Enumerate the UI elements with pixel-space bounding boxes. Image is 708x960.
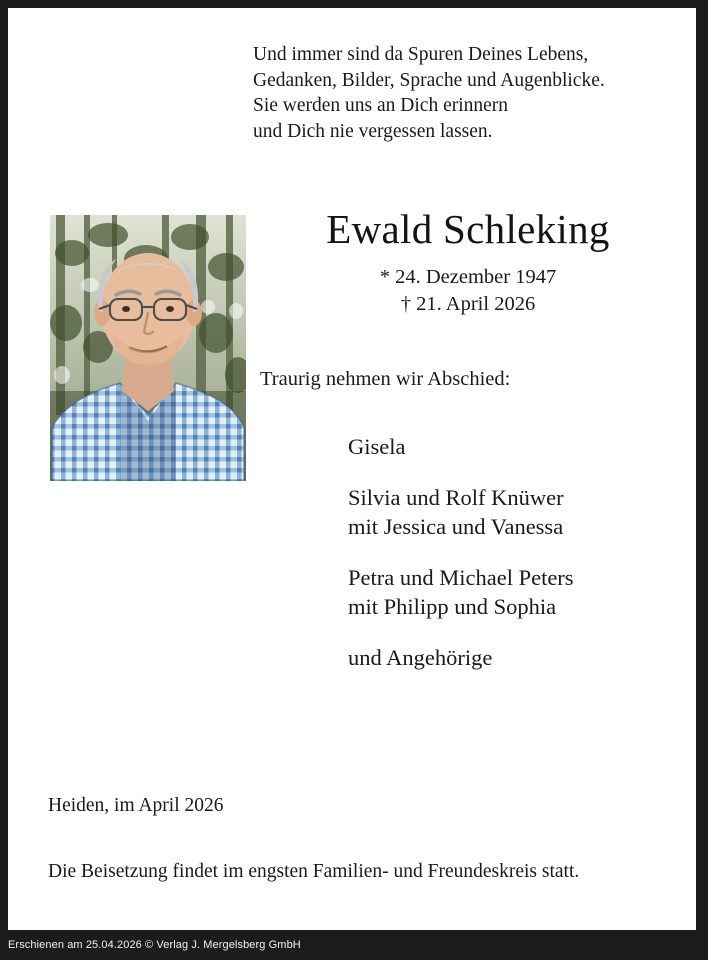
mourner-line: mit Philipp und Sophia [348, 594, 557, 619]
poem-line: Gedanken, Bilder, Sprache und Augenblicke. [253, 69, 605, 91]
mourner-line: Silvia und Rolf Knüwer [348, 485, 564, 510]
death-date: † 21. April 2026 [400, 293, 536, 315]
mourner-group [348, 643, 688, 672]
portrait-photo [50, 215, 246, 481]
mourner-line: und Angehörige [348, 645, 493, 670]
funeral-note: Die Beisetzung findet im engsten Familien- und Freundeskreis statt. [48, 861, 580, 882]
mourners-list [348, 432, 688, 672]
mourner-group [348, 432, 688, 461]
mourner-group [348, 483, 688, 541]
memorial-poem [253, 42, 683, 144]
poem-line: Sie werden uns an Dich erinnern [253, 95, 509, 116]
life-dates [253, 264, 683, 318]
place-and-date: Heiden, im April 2026 [48, 795, 224, 816]
obituary-notice-card [8, 8, 696, 930]
mourner-group [348, 563, 688, 621]
farewell-intro: Traurig nehmen wir Abschied: [260, 368, 511, 390]
mourner-line: Gisela [348, 434, 406, 459]
portrait-photo-image [50, 215, 246, 481]
publication-footer-text: Erschienen am 25.04.2026 © Verlag J. Mergelsberg GmbH [8, 939, 301, 951]
mourner-line: mit Jessica und Vanessa [348, 514, 564, 539]
deceased-name: Ewald Schleking [326, 206, 610, 252]
poem-line: Und immer sind da Spuren Deines Lebens, [253, 44, 589, 65]
mourner-line: Petra und Michael Peters [348, 565, 574, 590]
birth-date: * 24. Dezember 1947 [379, 266, 557, 288]
publication-footer-bar [0, 930, 708, 960]
poem-line: und Dich nie vergessen lassen. [253, 120, 493, 142]
